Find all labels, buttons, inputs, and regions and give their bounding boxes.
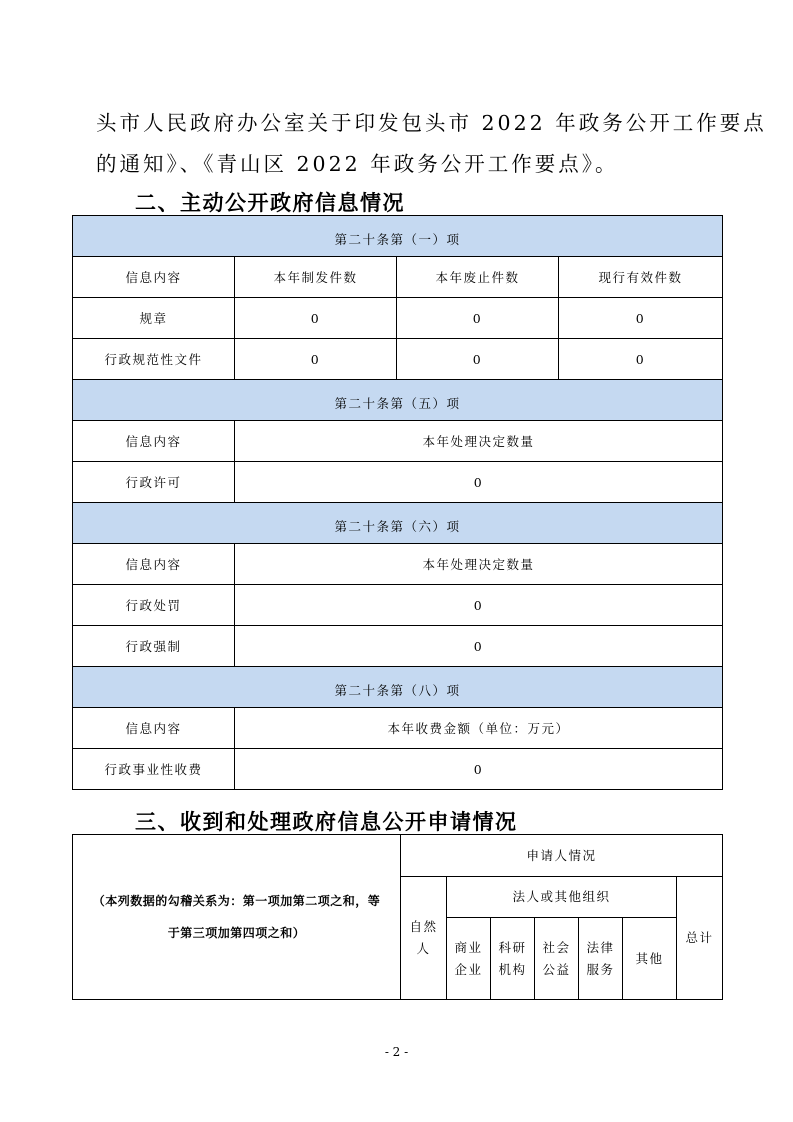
- type-line-1: 社会: [542, 939, 571, 955]
- application-table: [72, 834, 723, 1000]
- natural-person-line-2: 人: [416, 941, 431, 956]
- type-line-1: 科研: [498, 939, 527, 955]
- table-row: [73, 462, 723, 503]
- type-other: 其他: [623, 918, 677, 1000]
- table-row: [73, 749, 723, 790]
- col-valid: 现行有效件数: [559, 257, 723, 298]
- row-label: 行政强制: [73, 626, 235, 667]
- group-header-8: 第二十条第（八）项: [73, 667, 723, 708]
- natural-person-header: [401, 877, 447, 1000]
- cell-value: 0: [397, 339, 559, 380]
- col-info: 信息内容: [73, 708, 235, 749]
- intro-line-1: 头市人民政府办公室关于印发包头市 2022 年政务公开工作要点: [96, 111, 767, 135]
- total-header: 总计: [677, 877, 723, 1000]
- col-info: 信息内容: [73, 257, 235, 298]
- type-research: [491, 918, 535, 1000]
- table-row: [73, 626, 723, 667]
- type-line-2: 公益: [542, 961, 571, 977]
- page-number: - 2 -: [384, 1045, 409, 1059]
- row-label: 行政事业性收费: [73, 749, 235, 790]
- note-line-1: （本列数据的勾稽关系为：第一项加第二项之和，等: [92, 894, 381, 908]
- table-row: [73, 298, 723, 339]
- cell-value: 0: [235, 626, 723, 667]
- type-line-2: 机构: [498, 961, 527, 977]
- cell-value: 0: [235, 585, 723, 626]
- cell-value: 0: [397, 298, 559, 339]
- applicant-header: 申请人情况: [401, 835, 723, 877]
- intro-line-2: 的通知》、《青山区 2022 年政务公开工作要点》。: [96, 152, 619, 176]
- type-commercial: [447, 918, 491, 1000]
- cell-value: 0: [235, 298, 397, 339]
- type-line-2: 服务: [586, 961, 615, 977]
- active-disclosure-table: [72, 215, 723, 790]
- check-relation-note: [73, 835, 401, 1000]
- row-label: 规章: [73, 298, 235, 339]
- table-row: [73, 339, 723, 380]
- cell-value: 0: [235, 462, 723, 503]
- table-row: [73, 585, 723, 626]
- cell-value: 0: [235, 749, 723, 790]
- col-info: 信息内容: [73, 421, 235, 462]
- row-label: 行政处罚: [73, 585, 235, 626]
- type-legal-service: [579, 918, 623, 1000]
- cell-value: 0: [559, 298, 723, 339]
- section-3-title: 三、收到和处理政府信息公开申请情况: [135, 810, 518, 834]
- col-issued: 本年制发件数: [235, 257, 397, 298]
- note-line-2: 于第三项加第四项之和）: [167, 926, 306, 940]
- row-label: 行政规范性文件: [73, 339, 235, 380]
- group-header-6: 第二十条第（六）项: [73, 503, 723, 544]
- row-label: 行政许可: [73, 462, 235, 503]
- type-line-1: 商业: [454, 939, 483, 955]
- legal-other-header: 法人或其他组织: [447, 877, 677, 918]
- natural-person-line-1: 自然: [409, 919, 438, 934]
- group-header-5: 第二十条第（五）项: [73, 380, 723, 421]
- cell-value: 0: [235, 339, 397, 380]
- type-line-2: 企业: [454, 961, 483, 977]
- col-decisions: 本年处理决定数量: [235, 421, 723, 462]
- section-2-title: 二、主动公开政府信息情况: [135, 191, 405, 215]
- col-decisions: 本年处理决定数量: [235, 544, 723, 585]
- type-public-welfare: [535, 918, 579, 1000]
- group-header-1: 第二十条第（一）项: [73, 216, 723, 257]
- col-fee-amount: 本年收费金额（单位：万元）: [235, 708, 723, 749]
- cell-value: 0: [559, 339, 723, 380]
- col-info: 信息内容: [73, 544, 235, 585]
- type-line-1: 法律: [586, 939, 615, 955]
- col-abolished: 本年废止件数: [397, 257, 559, 298]
